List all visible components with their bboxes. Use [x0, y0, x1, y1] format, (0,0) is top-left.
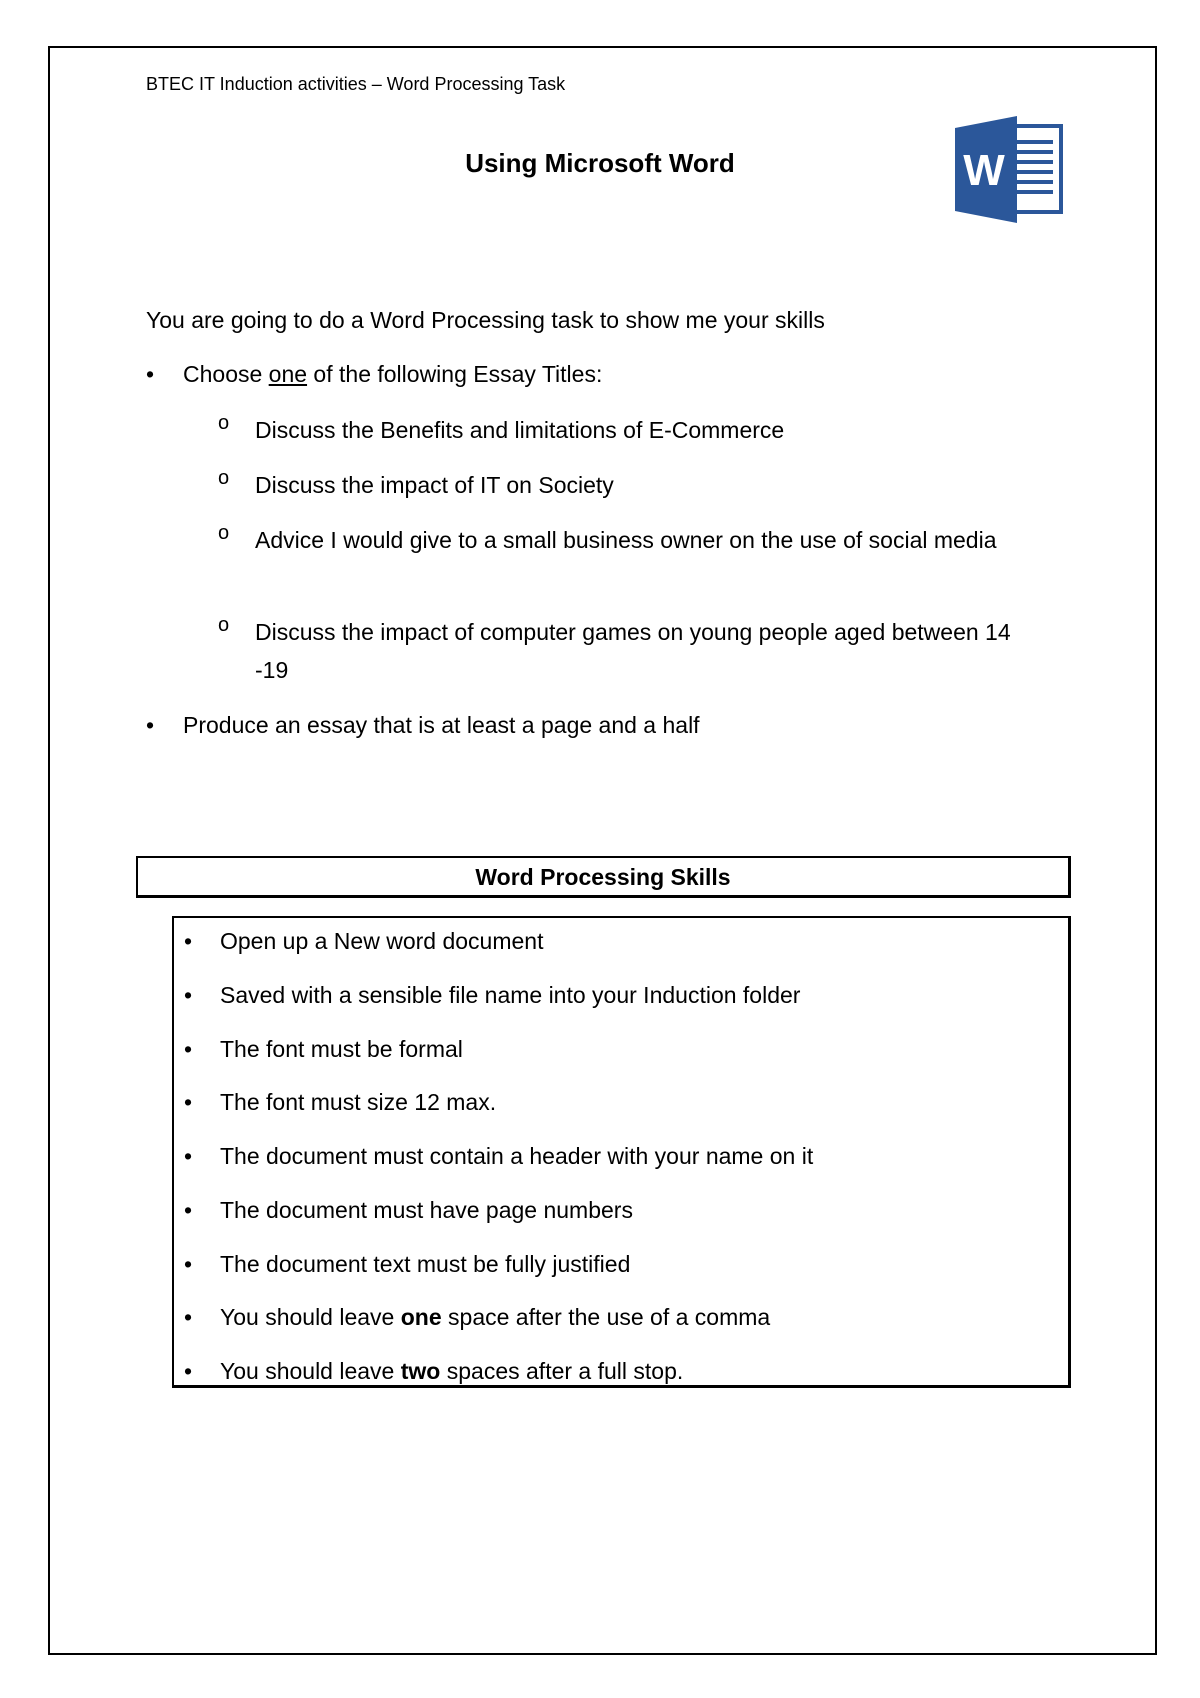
skills-heading: Word Processing Skills	[136, 856, 1071, 898]
skill-text: The font must size 12 max.	[220, 1089, 497, 1115]
bold-one: one	[400, 1304, 442, 1330]
skill-text: The document must have page numbers	[220, 1197, 633, 1223]
skill-text: Open up a New word document	[220, 928, 544, 954]
bullet-dot: •	[184, 1358, 193, 1384]
page-border	[48, 46, 1157, 1655]
essay-title-text: Discuss the Benefits and limitations of E-Commerce	[255, 417, 785, 443]
bullet-dot: •	[184, 982, 193, 1008]
essay-title-text: Advice I would give to a small business owner on the use of social media	[255, 527, 997, 553]
bullet-dot: •	[184, 1089, 193, 1115]
microsoft-word-icon	[955, 116, 1065, 223]
skill-text: The font must be formal	[220, 1036, 463, 1062]
bullet-dot: •	[146, 712, 155, 738]
bullet-dot: •	[184, 1036, 193, 1062]
page-header: BTEC IT Induction activities – Word Processing Task	[146, 74, 566, 94]
skill-text: You should leave two spaces after a full stop.	[220, 1358, 684, 1384]
word-logo-letter: W	[963, 146, 1005, 195]
sub-bullet: o	[218, 467, 230, 489]
bullet-dot: •	[184, 1143, 193, 1169]
essay-title-text: Discuss the impact of IT on Society	[255, 472, 614, 498]
bullet-dot: •	[184, 1251, 193, 1277]
intro-text: You are going to do a Word Processing task to show me your skills	[146, 307, 825, 333]
skill-text: The document text must be fully justified	[220, 1251, 631, 1277]
sub-bullet: o	[218, 412, 230, 434]
bullet-dot: •	[146, 361, 155, 387]
skill-text: You should leave one space after the use of a comma	[220, 1304, 771, 1330]
produce-text: Produce an essay that is at least a page and a half	[183, 712, 700, 738]
sub-bullet: o	[218, 522, 230, 544]
skills-list	[172, 916, 1071, 1388]
sub-bullet: o	[218, 614, 230, 636]
bullet-dot: •	[184, 928, 193, 954]
bullet-dot: •	[184, 1304, 193, 1330]
bold-two: two	[400, 1358, 441, 1384]
page-title: Using Microsoft Word	[465, 148, 735, 178]
bullet-dot: •	[184, 1197, 193, 1223]
underlined-one: one	[268, 361, 308, 387]
skill-text: The document must contain a header with your name on it	[220, 1143, 814, 1169]
choose-text: Choose one of the following Essay Titles:	[183, 361, 603, 387]
skill-text: Saved with a sensible file name into your Induction folder	[220, 982, 801, 1008]
essay-title-text: Discuss the impact of computer games on young people aged between 14 -19	[255, 619, 1011, 683]
